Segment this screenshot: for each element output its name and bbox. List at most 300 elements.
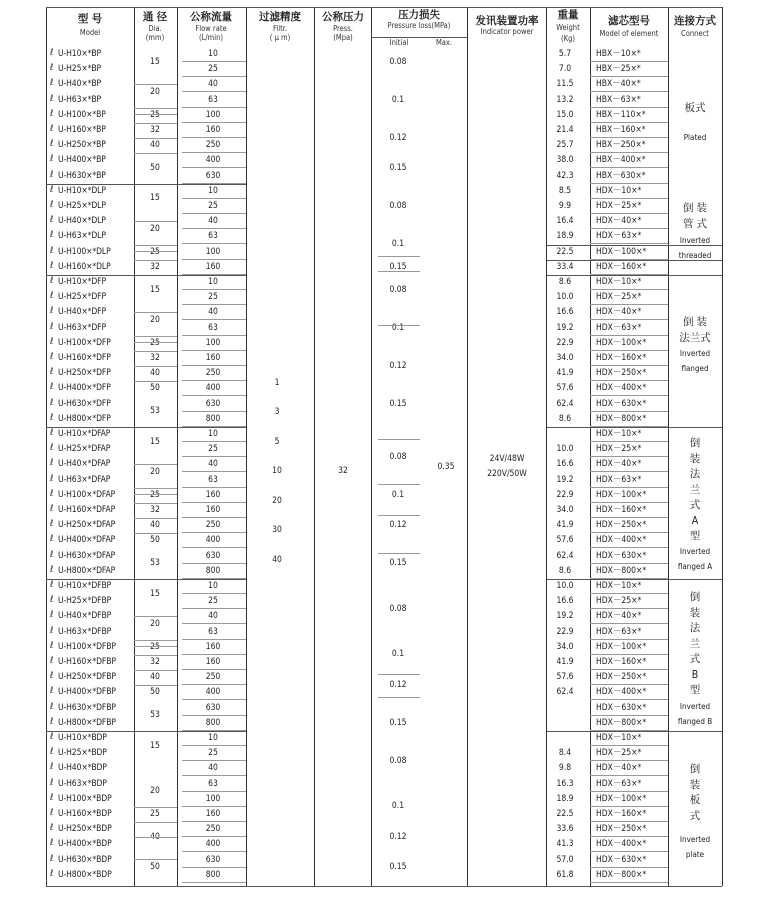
dia-cell: 15 <box>150 193 160 204</box>
header-element-en: Model of element <box>599 29 659 38</box>
element-rule <box>590 426 668 427</box>
element-cell: HDX－63×* <box>596 322 642 333</box>
connection-en: flanged <box>681 364 709 373</box>
model-cell: U-H400×*BDP <box>58 839 112 850</box>
element-cell: HDX－40×* <box>596 763 642 774</box>
model-cell: U-H100×*BP <box>58 109 106 120</box>
dia-cell: 25 <box>150 337 160 348</box>
model-cell: U-H10×*DFBP <box>58 581 112 591</box>
connection-cn: B <box>691 668 699 681</box>
row-marker-icon: ℓ <box>50 716 54 727</box>
header-filtr-cn: 过滤精度 <box>259 11 301 23</box>
row-marker-icon: ℓ <box>50 671 54 682</box>
row-marker-icon: ℓ <box>50 276 54 286</box>
row-marker-icon: ℓ <box>50 48 54 58</box>
model-cell: U-H400×*DFBP <box>58 687 116 698</box>
element-rule <box>590 684 668 685</box>
column-divider <box>371 7 372 886</box>
element-rule <box>590 563 668 564</box>
filtr-cell: 1 <box>274 378 280 388</box>
element-cell: HBX－400×* <box>596 155 646 166</box>
pressure-loss-rule <box>378 674 420 675</box>
element-cell: HDX－40×* <box>596 459 642 470</box>
pressure-loss-initial-cell: 0.12 <box>389 132 407 143</box>
connection-cn: 型 <box>689 684 701 696</box>
dia-cell: 50 <box>150 862 160 873</box>
element-rule <box>590 715 668 716</box>
row-marker-icon: ℓ <box>50 838 54 849</box>
element-cell: HDX－800×* <box>596 565 647 576</box>
flow-cell: 63 <box>208 626 218 637</box>
element-cell: HDX－400×* <box>596 535 647 546</box>
element-rule <box>590 487 668 488</box>
pressure-loss-initial-cell: 0.15 <box>389 717 407 728</box>
flow-rule <box>182 745 246 746</box>
header-initial: Initial <box>389 38 409 47</box>
connection-cn: 倒 <box>689 591 701 603</box>
dia-rule <box>134 685 177 686</box>
element-rule <box>590 608 668 609</box>
weight-cell: 25.7 <box>556 140 574 151</box>
connection-cn: 法 <box>689 622 701 634</box>
flow-rule <box>182 380 246 381</box>
pressure-loss-initial-cell: 0.12 <box>389 831 407 842</box>
element-cell: HDX－400×* <box>596 839 647 850</box>
connection-en: plate <box>685 850 705 859</box>
flow-cell: 25 <box>208 596 218 607</box>
dia-cell: 40 <box>150 672 160 683</box>
dia-cell: 25 <box>150 809 160 819</box>
element-rule <box>590 243 668 244</box>
flow-cell: 40 <box>208 79 218 90</box>
weight-cell: 13.2 <box>556 94 574 105</box>
flow-rule <box>182 532 246 533</box>
model-cell: U-H25×*BP <box>58 64 102 75</box>
header-press-cn: 公称压力 <box>322 11 364 23</box>
pressure-loss-initial-cell: 0.1 <box>391 649 405 660</box>
dia-rule <box>134 342 177 343</box>
dia-rule <box>134 646 177 647</box>
element-rule <box>590 228 668 229</box>
element-cell: HDX－63×* <box>596 474 642 485</box>
model-cell: U-H100×*DFBP <box>58 641 116 652</box>
connection-en: flanged B <box>677 717 713 726</box>
dia-rule <box>134 123 177 124</box>
element-cell: HDX－800×* <box>596 413 647 424</box>
header-dia-unit: (mm) <box>145 33 165 42</box>
model-cell: U-H40×*DFBP <box>58 611 112 622</box>
column-divider <box>467 7 468 886</box>
flow-cell: 63 <box>208 231 218 242</box>
connection-cn: A <box>691 514 699 527</box>
weight-cell: 19.2 <box>556 474 574 485</box>
row-marker-icon: ℓ <box>50 853 54 864</box>
flow-cell: 630 <box>205 398 221 409</box>
row-marker-icon: ℓ <box>50 245 54 256</box>
element-rule <box>590 76 668 77</box>
flow-cell: 25 <box>208 292 218 303</box>
model-cell: U-H250×*BDP <box>58 824 112 835</box>
indicator-24v: 24V/48W <box>489 454 525 464</box>
flow-rule <box>182 791 246 792</box>
flow-cell: 40 <box>208 307 218 318</box>
weight-cell: 57.6 <box>556 383 574 394</box>
connection-en: flanged A <box>677 562 713 571</box>
element-rule <box>590 137 668 138</box>
row-marker-icon: ℓ <box>50 458 54 469</box>
element-rule <box>590 699 668 700</box>
weight-cell: 22.9 <box>556 489 574 500</box>
column-divider <box>668 7 669 886</box>
row-marker-icon: ℓ <box>50 549 54 560</box>
element-rule <box>590 456 668 457</box>
flow-cell: 63 <box>208 94 218 105</box>
pressure-loss-rule <box>378 515 420 516</box>
flow-rule <box>182 259 246 260</box>
pressure-loss-initial-cell: 0.1 <box>391 239 405 249</box>
flow-rule <box>182 107 246 108</box>
element-rule <box>590 198 668 199</box>
element-rule <box>590 304 668 305</box>
pressure-loss-initial-cell: 0.1 <box>391 322 405 333</box>
pressure-loss-initial-cell: 0.08 <box>389 284 407 295</box>
connection-cn: 式 <box>689 653 701 665</box>
flow-rule <box>182 213 246 214</box>
connection-en: Inverted <box>679 547 711 556</box>
element-rule <box>590 61 668 62</box>
element-cell: HDX－10×* <box>596 277 642 287</box>
flow-cell: 40 <box>208 763 218 774</box>
dia-rule <box>134 655 177 656</box>
flow-cell: 800 <box>205 413 221 424</box>
row-marker-icon: ℓ <box>50 93 54 104</box>
dia-rule <box>134 807 177 808</box>
element-cell: HBX－25×* <box>596 64 641 75</box>
row-marker-icon: ℓ <box>50 701 54 712</box>
model-cell: U-H630×*DFP <box>58 398 111 409</box>
flow-rule <box>182 198 246 199</box>
model-cell: U-H400×*BP <box>58 155 106 166</box>
row-marker-icon: ℓ <box>50 610 54 621</box>
weight-cell: 16.6 <box>556 596 574 607</box>
connection-en: Inverted <box>679 236 711 245</box>
row-marker-icon: ℓ <box>50 564 54 575</box>
weight-cell: 34.0 <box>556 641 574 652</box>
row-marker-icon: ℓ <box>50 762 54 773</box>
connection-cn: 法兰式 <box>679 331 711 344</box>
row-marker-icon: ℓ <box>50 732 54 742</box>
model-cell: U-H160×*DFP <box>58 353 111 363</box>
element-cell: HBX－110×* <box>596 109 646 120</box>
header-connect-cn: 连接方式 <box>674 15 716 27</box>
model-cell: U-H630×*BP <box>58 170 106 181</box>
element-rule <box>590 867 668 868</box>
row-marker-icon: ℓ <box>50 686 54 697</box>
weight-cell: 41.9 <box>556 520 574 531</box>
element-cell: HDX－250×* <box>596 520 647 531</box>
weight-cell: 41.9 <box>556 368 574 379</box>
element-cell: HBX－160×* <box>596 125 646 135</box>
model-cell: U-H40×*DFP <box>58 307 106 318</box>
group-rule-right <box>546 731 722 732</box>
element-rule <box>590 502 668 503</box>
pressure-loss-initial-cell: 0.12 <box>389 679 407 690</box>
dia-rule <box>134 464 177 465</box>
flow-rule <box>182 867 246 868</box>
filtr-cell: 3 <box>274 407 280 417</box>
dia-cell: 20 <box>150 87 160 97</box>
element-cell: HDX－40×* <box>596 216 642 227</box>
connection-en: Plated <box>683 133 707 142</box>
group-rule <box>46 579 246 580</box>
row-marker-icon: ℓ <box>50 215 54 226</box>
dia-cell: 50 <box>150 687 160 698</box>
flow-cell: 800 <box>205 869 221 880</box>
row-marker-icon: ℓ <box>50 868 54 879</box>
flow-cell: 630 <box>205 170 221 181</box>
flow-cell: 10 <box>208 277 218 287</box>
element-rule <box>590 791 668 792</box>
model-cell: U-H10×*DFAP <box>58 429 111 439</box>
model-cell: U-H40×*DFAP <box>58 459 111 470</box>
connection-cn: 式 <box>689 809 701 822</box>
element-cell: HDX－800×* <box>596 869 647 880</box>
flow-rule <box>182 882 246 883</box>
flow-cell: 630 <box>205 854 221 865</box>
row-marker-icon: ℓ <box>50 291 54 302</box>
row-marker-icon: ℓ <box>50 108 54 119</box>
flow-cell: 40 <box>208 216 218 227</box>
model-cell: U-H160×*BP <box>58 125 106 135</box>
weight-cell: 41.9 <box>556 657 574 667</box>
flow-cell: 160 <box>205 809 221 819</box>
element-rule <box>590 107 668 108</box>
weight-cell: 57.6 <box>556 535 574 546</box>
element-cell: HDX－630×* <box>596 398 647 409</box>
header-connect-en: Connect <box>681 29 709 38</box>
model-cell: U-H63×*BP <box>58 94 102 105</box>
connection-cn: 式 <box>689 499 701 511</box>
element-cell: HDX－63×* <box>596 778 642 789</box>
connection-cn: 装 <box>689 606 701 619</box>
pressure-loss-initial-cell: 0.12 <box>389 520 407 531</box>
flow-rule <box>182 304 246 305</box>
dia-cell: 32 <box>150 261 160 272</box>
model-cell: U-H63×*DLP <box>58 231 106 242</box>
element-cell: HDX－160×* <box>596 657 647 667</box>
indicator-220v: 220V/50W <box>487 469 527 479</box>
pressure-loss-rule <box>378 271 420 272</box>
header-element-cn: 滤芯型号 <box>608 15 650 27</box>
connection-en: Inverted <box>679 835 711 844</box>
dia-cell: 50 <box>150 535 160 546</box>
dia-rule <box>134 494 177 495</box>
flow-cell: 25 <box>208 64 218 75</box>
element-rule <box>590 775 668 776</box>
dia-rule <box>134 381 177 382</box>
element-cell: HDX－25×* <box>596 748 642 759</box>
group-rule <box>46 731 246 732</box>
flow-rule <box>182 167 246 168</box>
group-rule-right <box>546 579 722 580</box>
flow-rule <box>182 851 246 852</box>
group-rule <box>46 184 246 185</box>
element-rule <box>590 441 668 442</box>
model-cell: U-H25×*BDP <box>58 748 107 759</box>
pressure-loss-initial-cell: 0.15 <box>389 558 407 569</box>
pressure-loss-initial-cell: 0.08 <box>389 451 407 462</box>
element-rule <box>590 745 668 746</box>
pressure-loss-initial-cell: 0.1 <box>391 801 405 812</box>
element-cell: HDX－100×* <box>596 793 647 804</box>
flow-cell: 630 <box>205 550 221 561</box>
element-cell: HDX－800×* <box>596 717 647 728</box>
dia-cell: 20 <box>150 467 160 477</box>
element-rule <box>590 669 668 670</box>
model-cell: U-H400×*DFAP <box>58 535 116 546</box>
filtr-cell: 5 <box>274 437 280 447</box>
dia-rule <box>134 153 177 154</box>
weight-cell: 16.6 <box>556 459 574 470</box>
header-flow-en: Flow rate <box>195 24 227 33</box>
dia-cell: 25 <box>150 246 160 257</box>
dia-rule <box>134 114 177 115</box>
element-cell: HDX－400×* <box>596 687 647 698</box>
flow-cell: 400 <box>205 383 221 394</box>
element-rule <box>590 380 668 381</box>
weight-cell: 18.9 <box>556 793 574 804</box>
element-rule <box>590 91 668 92</box>
weight-cell: 34.0 <box>556 353 574 363</box>
row-marker-icon: ℓ <box>50 260 54 271</box>
element-cell: HDX－40×* <box>596 307 642 318</box>
filtr-cell: 30 <box>272 525 282 535</box>
weight-cell: 33.6 <box>556 824 574 835</box>
dia-cell: 20 <box>150 315 160 325</box>
flow-rule <box>182 547 246 548</box>
header-filtr-unit: ( μ m) <box>269 33 291 42</box>
connection-cn: 倒 装 <box>683 316 707 328</box>
element-cell: HDX－100×* <box>596 489 647 500</box>
dia-cell: 15 <box>150 56 160 67</box>
header-flow-unit: (L/min) <box>198 33 224 42</box>
pressure-loss-initial-cell: 0.15 <box>389 398 407 409</box>
flow-rule <box>182 122 246 123</box>
flow-cell: 160 <box>205 261 221 272</box>
row-marker-icon: ℓ <box>50 352 54 362</box>
header-indicator-en: Indicator power <box>480 27 534 36</box>
connection-cn: 倒 <box>689 763 701 775</box>
flow-cell: 160 <box>205 353 221 363</box>
flow-cell: 630 <box>205 702 221 713</box>
flow-rule <box>182 456 246 457</box>
element-cell: HBX－40×* <box>596 79 641 90</box>
model-cell: U-H25×*DFBP <box>58 596 112 607</box>
element-rule <box>590 471 668 472</box>
dia-rule <box>134 260 177 261</box>
flow-cell: 10 <box>208 49 218 59</box>
weight-cell: 8.6 <box>558 277 572 287</box>
header-pressure-loss-en: Pressure loss(MPa) <box>387 21 451 30</box>
row-marker-icon: ℓ <box>50 184 54 195</box>
element-cell: HDX－25×* <box>596 596 642 607</box>
element-rule <box>590 167 668 168</box>
element-rule <box>590 882 668 883</box>
flow-rule <box>182 608 246 609</box>
pressure-loss-rule <box>378 484 420 485</box>
row-marker-icon: ℓ <box>50 230 54 241</box>
flow-rule <box>182 76 246 77</box>
element-rule <box>590 578 668 579</box>
weight-cell: 62.4 <box>556 550 574 561</box>
weight-cell: 38.0 <box>556 155 574 166</box>
column-divider <box>177 7 178 886</box>
element-cell: HDX－63×* <box>596 231 642 242</box>
model-cell: U-H160×*DFAP <box>58 505 116 515</box>
element-rule <box>590 152 668 153</box>
pressure-loss-max-cell: 0.35 <box>437 462 455 472</box>
element-cell: HBX－10×* <box>596 49 641 59</box>
group-rule-right <box>546 275 722 276</box>
header-weight-cn: 重量 <box>557 9 579 21</box>
element-rule <box>590 319 668 320</box>
dia-cell: 25 <box>150 109 160 120</box>
row-marker-icon: ℓ <box>50 747 54 758</box>
row-marker-icon: ℓ <box>50 336 54 347</box>
weight-cell: 9.9 <box>558 201 572 211</box>
weight-cell: 8.5 <box>558 185 572 196</box>
model-cell: U-H250×*DFAP <box>58 520 116 531</box>
connection-cn: 倒 装 <box>683 202 707 214</box>
model-cell: U-H40×*BDP <box>58 763 107 774</box>
row-marker-icon: ℓ <box>50 534 54 545</box>
flow-cell: 100 <box>205 246 221 257</box>
element-rule <box>590 532 668 533</box>
weight-cell: 16.3 <box>556 778 574 789</box>
element-rule <box>590 623 668 624</box>
element-rule <box>590 654 668 655</box>
dia-rule <box>134 245 177 246</box>
dia-rule <box>134 108 177 109</box>
element-cell: HDX－250×* <box>596 368 647 379</box>
connection-cn: 装 <box>689 452 701 465</box>
element-rule <box>590 547 668 548</box>
element-cell: HDX－10×* <box>596 185 642 196</box>
model-cell: U-H40×*BP <box>58 79 102 90</box>
connection-cn: 板式 <box>684 102 706 114</box>
dia-rule <box>134 616 177 617</box>
dia-rule <box>134 221 177 222</box>
row-marker-icon: ℓ <box>50 625 54 636</box>
flow-rule <box>182 228 246 229</box>
element-rule <box>590 274 668 275</box>
element-cell: HDX－250×* <box>596 672 647 683</box>
group-rule <box>46 275 246 276</box>
weight-cell: 5.7 <box>558 49 572 59</box>
row-marker-icon: ℓ <box>50 306 54 317</box>
header-dia-cn: 通 径 <box>142 11 168 23</box>
dia-cell: 40 <box>150 140 160 151</box>
connection-cn: 板 <box>689 794 701 806</box>
row-marker-icon: ℓ <box>50 656 54 666</box>
dia-cell: 15 <box>150 588 160 599</box>
dia-rule <box>134 640 177 641</box>
flow-rule <box>182 350 246 351</box>
weight-cell: 10.0 <box>556 581 574 591</box>
weight-cell: 22.9 <box>556 337 574 348</box>
element-cell: HDX－160×* <box>596 809 647 819</box>
flow-cell: 10 <box>208 733 218 743</box>
